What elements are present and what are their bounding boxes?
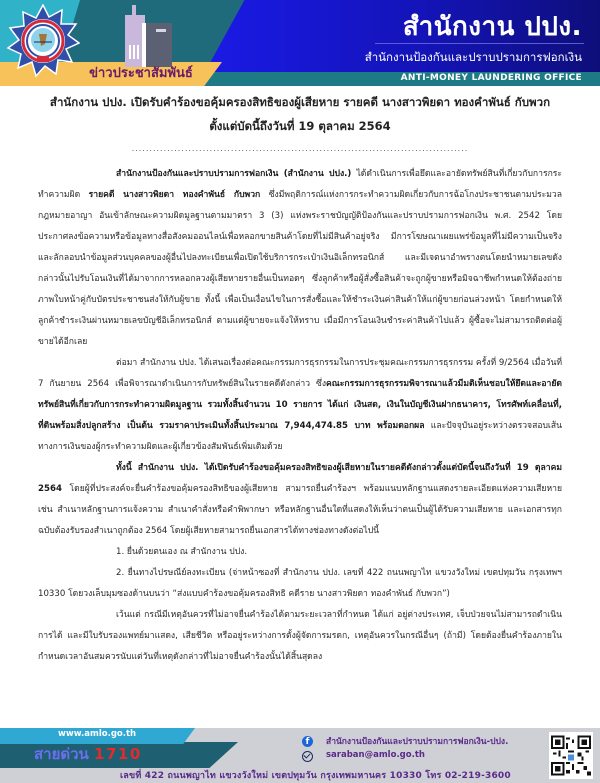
office-address: เลขที่ 422 ถนนพญาไท แขวงวังใหม่ เขตปทุมวัน กรุงเทพมหานคร 10330 โทร 02-219-3600 [120, 771, 511, 781]
building-icon [120, 5, 180, 67]
headline-line-1: สำนักงาน ปปง. เปิดรับคำร้องขอคุ้มครองสิทธิของผู้เสียหาย รายคดี นางสาวพิยดา ทองคำพันธ์ กับพวก [49, 95, 551, 109]
agency-name: สำนักงานป้องกันและปราบปรามการฟอกเงิน (สำนักงาน ปปง.) [116, 169, 352, 179]
hotline [34, 744, 142, 764]
qr-code-icon [549, 732, 593, 779]
facebook-icon: f [302, 736, 313, 747]
paragraph-4: เว้นแต่ กรณีมีเหตุอันควรที่ไม่อาจยื่นคำร้องได้ตามระยะเวลาที่กำหนด ได้แก่ อยู่ต่างประเทศ, เจ็บป่วยจนไม่สามารถดำเนินการได้ และมีใบรับรองแพทย์มาแสดง, เสียชีวิต หรืออยู่ระหว่างการตั้งผู้จัดการมรดก, เหตุอันควรในกรณีอื่นๆ (ถ้ามี) โดยต้องยื่นคำร้องภายในกำหนดเวลาอันสมควรนับแต่วันที่เหตุดังกล่าวที่ไม่อาจยื่นคำร้องนั้นได้สิ้นสุดลง [38, 610, 562, 662]
office-english-name: ANTI-MONEY LAUNDERING OFFICE [400, 73, 582, 83]
office-title: สำนักงาน ปปง. [402, 12, 582, 42]
deadline-notice: ทั้งนี้ สำนักงาน ปปง. ได้เปิดรับคำร้องขอคุ้มครองสิทธิของผู้เสียหายในรายคดีดังกล่าวตั้งแต่บัดนี้จนถึงวันที่ 19 ตุลาคม 2564 [38, 463, 562, 494]
paragraph-3: ทั้งนี้ สำนักงาน ปปง. ได้เปิดรับคำร้องขอคุ้มครองสิทธิของผู้เสียหายในรายคดีดังกล่าวตั้งแต่บัดนี้จนถึงวันที่ 19 ตุลาคม 2564 โดยผู้ที่ประสงค์จะยื่นคำร้องขอคุ้มครองสิทธิของผู้เสียหาย สามารถยื่นคำร้องฯ พร้อมแนบหลักฐานแสดงรายละเอียดแห่งความเสียหาย เช่น สำเนาหลักฐานการแจ้งความ สำเนาคำสั่งหรือคำพิพากษา หรือหลักฐานอื่นใดที่แสดงให้เห็นว่าตนเป็นผู้ได้รับความเสียหาย และเอกสารทุกฉบับต้องรับรองสำเนาถูกต้อง 2564 โดยผู้เสียหายสามารถยื่นเอกสารได้ทางช่องทางดังต่อไปนี้ [38, 463, 562, 536]
separator: ............................................................................................... [131, 144, 469, 153]
office-subtitle: สำนักงานป้องกันและปราบปรามการฟอกเงิน [364, 50, 582, 64]
headline-line-2: ตั้งแต่บัดนี้ถึงวันที่ 19 ตุลาคม 2564 [209, 119, 391, 133]
email-link[interactable]: saraban@amlo.go.th [326, 750, 425, 760]
list-item-2: 2. ยื่นทางไปรษณีย์ลงทะเบียน (จ่าหน้าซองที่ สำนักงาน ปปง. เลขที่ 422 ถนนพญาไท แขวงวังใหม่ เขตปทุมวัน กรุงเทพฯ 10330 โดยวงเล็บมุมซองด้านบนว่า “ส่งแบบคำร้องขอคุ้มครองสิทธิ คดีราย นางสาวพิยดา ทองคำพันธ์ กับพวก”) [38, 568, 562, 599]
article-body [0, 164, 600, 668]
article-headline [0, 90, 600, 138]
footer [0, 728, 600, 783]
website-link[interactable]: www.amlo.go.th [58, 729, 137, 739]
amlo-emblem-icon [6, 4, 80, 78]
hotline-number[interactable]: 1710 [94, 745, 142, 763]
list-item-1: 1. ยื่นด้วยตนเอง ณ สำนักงาน ปปง. [116, 547, 248, 557]
article [0, 90, 600, 668]
email-icon [302, 751, 313, 762]
header-banner [0, 0, 600, 86]
facebook-page-link[interactable]: สำนักงานป้องกันและปราบปรามการฟอกเงิน-ปปง. [326, 737, 509, 747]
committee-resolution: คณะกรรมการธุรกรรมพิจารณาแล้วมีมติเห็นชอบให้ยึดและอายัดทรัพย์สินที่เกี่ยวกับการกระทำความผิดมูลฐาน รวมทั้งสิ้นจำนวน 10 รายการ ได้แก่ เงินสด, เงินในบัญชีเงินฝากธนาคาร, โทรศัพท์เคลื่อนที่, ที่ดินพร้อมสิ่งปลูกสร้าง เป็นต้น รวมราคาประเมินทั้งสิ้นประมาณ 7,944,474.85 บาท พร้อมดอกผล [38, 379, 562, 431]
paragraph-2: ต่อมา สำนักงาน ปปง. ได้เสนอเรื่องต่อคณะกรรมการธุรกรรมในการประชุมคณะกรรมการธุรกรรม ครั้งที่ 9/2564 เมื่อวันที่ 7 กันยายน 2564 เพื่อพิจารณาดำเนินการกับทรัพย์สินในรายคดีดังกล่าว ซึ่งคณะกรรมการธุรกรรมพิจารณาแล้วมีมติเห็นชอบให้ยึดและอายัดทรัพย์สินที่เกี่ยวกับการกระทำความผิดมูลฐาน รวมทั้งสิ้นจำนวน 10 รายการ ได้แก่ เงินสด, เงินในบัญชีเงินฝากธนาคาร, โทรศัพท์เคลื่อนที่, ที่ดินพร้อมสิ่งปลูกสร้าง เป็นต้น รวมราคาประเมินทั้งสิ้นประมาณ 7,944,474.85 บาท พร้อมดอกผล และปัจจุบันอยู่ระหว่างตรวจสอบเส้นทางการเงินของผู้กระทำความผิดและผู้เกี่ยวข้องสัมพันธ์เพิ่มเติมด้วย [38, 358, 562, 452]
header-divider [375, 43, 584, 44]
paragraph-1: สำนักงานป้องกันและปราบปรามการฟอกเงิน (สำนักงาน ปปง.) ได้ดำเนินการเพื่อยึดและอายัดทรัพย์สินที่เกี่ยวกับการกระทำความผิด รายคดี นางสาวพิยดา ทองคำพันธ์ กับพวก ซึ่งมีพฤติการณ์แห่งการกระทำความผิดเกี่ยวกับการฉ้อโกงประชาชนตามประมวลกฎหมายอาญา อันเข้าลักษณะความผิดมูลฐานตามมาตรา 3 (3) แห่งพระราชบัญญัติป้องกันและปราบปรามการฟอกเงิน พ.ศ. 2542 โดยประกาศลงข้อความหรือข้อมูลทางสื่อสังคมออนไลน์เพื่อหลอกขายสินค้าโดยที่ไม่มีสินค้าอยู่จริง มีการโฆษณาเผยแพร่ข้อมูลที่ไม่มีความเป็นจริง และลักลอบนำข้อมูลส่วนบุคคลของผู้อื่นไปลงทะเบียนเพื่อเปิดใช้บริการกระเป๋าเงินอิเล็กทรอนิกส์ และมีเจตนาอำพรางตนโดยนำหมายเลขดังกล่าวนั้นไปรับโอนเงินที่ได้มาจากการหลอกลวงผู้เสียหายรายอื่นเป็นทอดๆ ซึ่งลูกค้าหรือผู้สั่งซื้อสินค้าจะถูกผู้ขายหรือมิจฉาชีพกำหนดให้ต้องถ่ายภาพใบหน้าคู่กับบัตรประชาชนส่งให้กับผู้ขาย ทั้งนี้ เพื่อเป็นเงื่อนไขในการสั่งซื้อและให้ชำระเงินค่าสินค้าให้แก่ผู้ขายก่อนล่วงหน้า โดยกำหนดให้ลูกค้าชำระเงินผ่านหมายเลขบัญชีอิเล็กทรอนิกส์ ตามแต่ผู้ขายจะแจ้งให้ทราบ เมื่อมีการโอนเงินชำระค่าสินค้าไปแล้ว ผู้ซื้อจะไม่สามารถติดต่อผู้ขายได้อีกเลย [38, 169, 563, 347]
case-name: รายคดี นางสาวพิยดา ทองคำพันธ์ กับพวก [88, 190, 261, 200]
hotline-label: สายด่วน [34, 745, 89, 763]
section-label: ข่าวประชาสัมพันธ์ [89, 66, 193, 81]
